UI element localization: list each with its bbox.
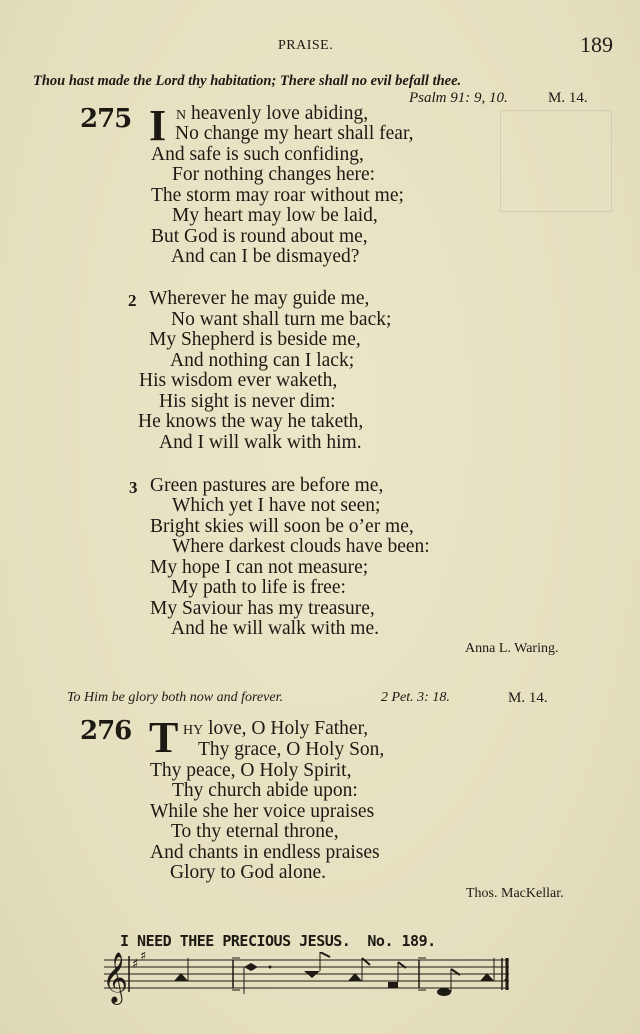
verse-line: My path to life is free: [171, 577, 346, 598]
music-staff [104, 952, 514, 1012]
hymn-275-number: 275 [80, 104, 132, 134]
hymn-276-number: 276 [80, 716, 132, 746]
hymn-276-author: Thos. MacKellar. [466, 886, 564, 901]
verse-line: N heavenly love abiding, [176, 103, 369, 124]
verse-line: And he will walk with me. [171, 618, 379, 639]
verse-line: And I will walk with him. [159, 432, 362, 453]
verse-line: My Shepherd is beside me, [149, 329, 361, 350]
hymn-276-epigraph: To Him be glory both now and forever. [67, 690, 283, 705]
smallcaps-text: N [176, 108, 187, 123]
hymn-275-epigraph: Thou hast made the Lord thy habitation; There shall no evil befall thee. [33, 73, 462, 89]
verse-line: Wherever he may guide me, [149, 288, 370, 309]
verse-number: 3 [129, 478, 138, 497]
hymn-275-author: Anna L. Waring. [465, 641, 559, 656]
verse-line: The storm may roar without me; [151, 185, 404, 206]
verse-line: And can I be dismayed? [171, 246, 360, 267]
verse-line: And nothing can I lack; [170, 350, 355, 371]
verse-number: 2 [128, 291, 137, 310]
hymn-276-dropcap: T [149, 713, 179, 762]
verse-line: To thy eternal throne, [171, 821, 339, 842]
verse-line: His wisdom ever waketh, [139, 370, 338, 391]
verse-line: My heart may low be laid, [172, 205, 378, 226]
verse-line: He knows the way he taketh, [138, 411, 364, 432]
hymn-275-dropcap: I [149, 101, 167, 150]
verse-line: My hope I can not measure; [150, 557, 369, 578]
hymn-276-meter: M. 14. [508, 690, 548, 706]
smallcaps-text: HY [183, 723, 204, 738]
verse-line: No change my heart shall fear, [175, 123, 414, 144]
page-number: 189 [580, 32, 613, 57]
verse-line: Which yet I have not seen; [172, 495, 381, 516]
verse-line: His sight is never dim: [159, 391, 336, 412]
staff-notation [104, 952, 514, 1012]
verse-line: But God is round about me, [151, 226, 368, 247]
hymn-275-meter: M. 14. [548, 90, 588, 106]
verse-line: Glory to God alone. [170, 862, 326, 883]
verse-line: Where darkest clouds have been: [172, 536, 430, 557]
show-through-artifact [500, 110, 612, 212]
verse-line: Thy grace, O Holy Son, [198, 739, 385, 760]
tune-title: I NEED THEE PRECIOUS JESUS. No. 189. [120, 932, 436, 950]
verse-line: Thy peace, O Holy Spirit, [150, 760, 352, 781]
verse-line: And chants in endless praises [150, 842, 380, 863]
verse-line: Green pastures are before me, [150, 475, 384, 496]
verse-line: While she her voice upraises [150, 801, 375, 822]
verse-line: Thy church abide upon: [172, 780, 358, 801]
running-header: PRAISE. [278, 38, 334, 53]
verse-line: My Saviour has my treasure, [150, 598, 375, 619]
hymn-275-scripture-reference: Psalm 91: 9, 10. [409, 90, 508, 106]
verse-line: And safe is such confiding, [151, 144, 364, 165]
verse-line: No want shall turn me back; [171, 309, 392, 330]
verse-line: HY love, O Holy Father, [183, 718, 369, 739]
hymn-276-scripture-reference: 2 Pet. 3: 18. [381, 690, 450, 705]
treble-clef-icon: 𝄞 [104, 952, 129, 1003]
verse-line: For nothing changes here: [172, 164, 376, 185]
verse-line: Bright skies will soon be o’er me, [150, 516, 414, 537]
sharp-icon: ♯ [132, 957, 139, 972]
sharp-icon: ♯ [140, 952, 147, 964]
